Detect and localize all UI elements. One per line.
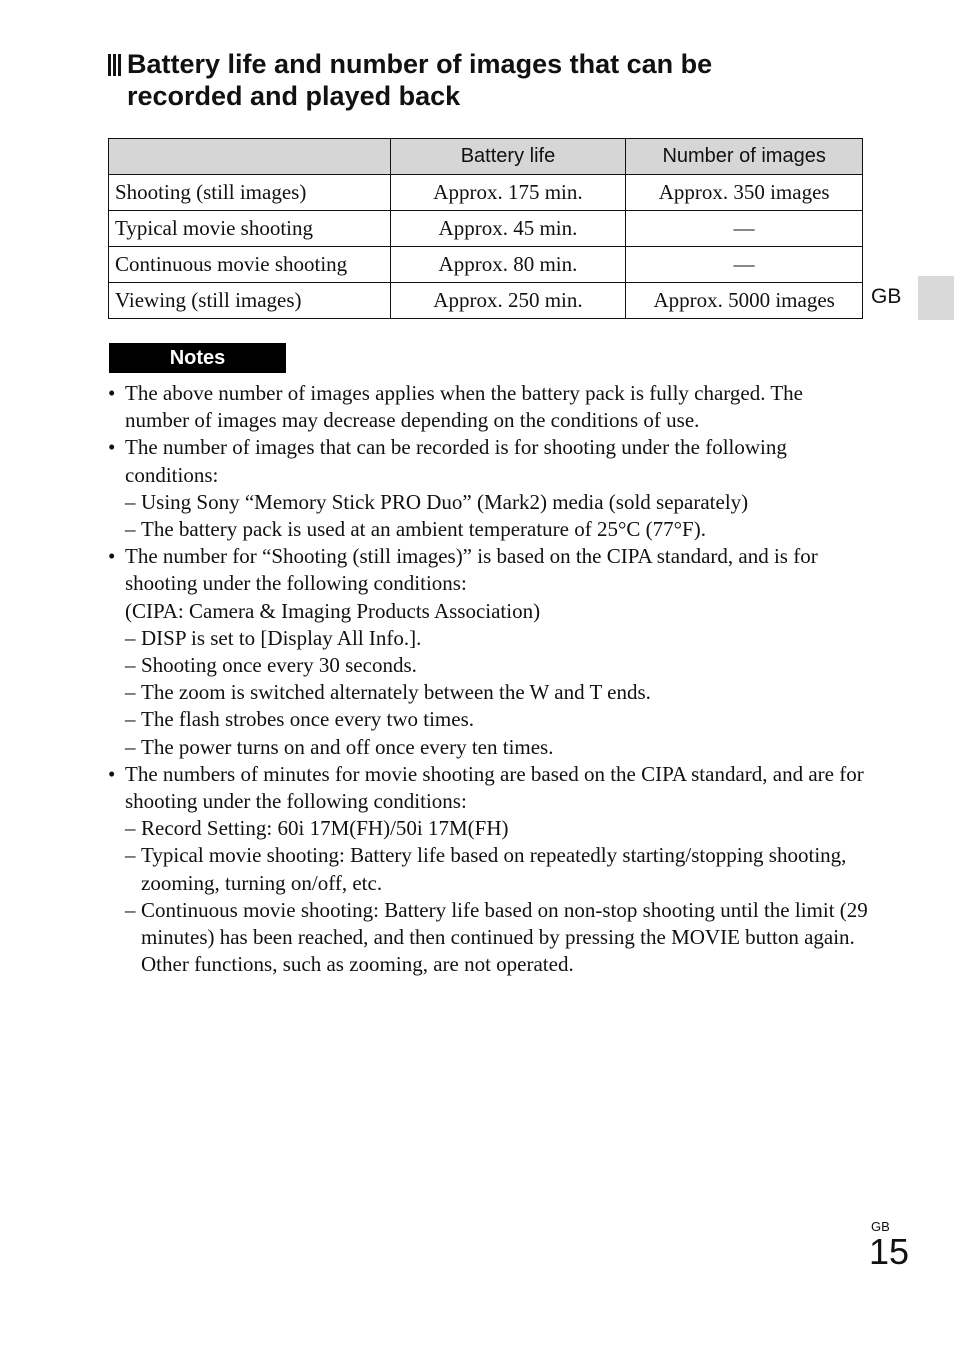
note-text: The number for “Shooting (still images)” is based on the CIPA standard, and is for shooting under the following conditions: bbox=[125, 544, 818, 596]
bullet-icon: • bbox=[108, 761, 116, 786]
note-sub-text: Typical movie shooting: Battery life based on repeatedly starting/stopping shooting, zooming, turning on/off, etc. bbox=[141, 843, 847, 895]
note-sub-item bbox=[125, 489, 868, 516]
table-cell-images: — bbox=[626, 211, 863, 247]
note-text: The number of images that can be recorded is for shooting under the following conditions: bbox=[125, 435, 787, 487]
table-cell-label: Typical movie shooting bbox=[109, 211, 391, 247]
table-cell-battery-life: Approx. 80 min. bbox=[390, 247, 626, 283]
battery-life-table bbox=[108, 138, 863, 319]
table-cell-label: Shooting (still images) bbox=[109, 175, 391, 211]
note-sub-text: The power turns on and off once every ten times. bbox=[141, 734, 554, 759]
note-sub-text: Record Setting: 60i 17M(FH)/50i 17M(FH) bbox=[141, 816, 509, 841]
side-thumb-tab bbox=[918, 276, 954, 320]
table-row bbox=[109, 175, 863, 211]
dash-icon: – bbox=[125, 816, 136, 841]
dash-icon: – bbox=[125, 625, 136, 650]
note-item bbox=[108, 380, 868, 434]
note-sub-item bbox=[125, 652, 868, 679]
note-sub-item bbox=[125, 897, 868, 979]
note-item bbox=[108, 761, 868, 979]
note-sub-item bbox=[125, 815, 868, 842]
table-header-row bbox=[109, 139, 863, 175]
table-cell-battery-life: Approx. 45 min. bbox=[390, 211, 626, 247]
table-cell-images: Approx. 5000 images bbox=[626, 283, 863, 319]
side-language-label: GB bbox=[871, 285, 902, 308]
note-sub-text: The flash strobes once every two times. bbox=[141, 707, 474, 732]
table-header-empty bbox=[109, 139, 391, 175]
section-heading bbox=[108, 48, 868, 112]
dash-icon: – bbox=[125, 680, 136, 705]
table-row bbox=[109, 247, 863, 283]
note-sub-text: Using Sony “Memory Stick PRO Duo” (Mark2) media (sold separately) bbox=[141, 489, 749, 514]
table-row bbox=[109, 211, 863, 247]
table-row bbox=[109, 283, 863, 319]
page-number: 15 bbox=[869, 1231, 910, 1272]
dash-icon: – bbox=[125, 897, 136, 922]
note-extra-text: (CIPA: Camera & Imaging Products Association) bbox=[125, 598, 541, 623]
note-sub-text: The battery pack is used at an ambient temperature of 25°C (77°F). bbox=[141, 517, 706, 542]
table-cell-battery-life: Approx. 250 min. bbox=[390, 283, 626, 319]
note-sub-item bbox=[125, 706, 868, 733]
heading-line-2: recorded and played back bbox=[127, 81, 461, 111]
bullet-icon: • bbox=[108, 381, 116, 405]
table-cell-label: Viewing (still images) bbox=[109, 283, 391, 319]
bullet-icon: • bbox=[108, 435, 116, 460]
note-sub-item bbox=[125, 625, 868, 652]
dash-icon: – bbox=[125, 707, 136, 732]
heading-title bbox=[127, 48, 868, 112]
table-header-battery-life: Battery life bbox=[390, 139, 626, 175]
note-sub-text: Shooting once every 30 seconds. bbox=[141, 653, 417, 678]
note-sub-item bbox=[125, 516, 868, 543]
note-sub-text: DISP is set to [Display All Info.]. bbox=[141, 625, 422, 650]
note-sub-item bbox=[125, 679, 868, 706]
dash-icon: – bbox=[125, 489, 136, 514]
dash-icon: – bbox=[125, 734, 136, 759]
note-sub-text: The zoom is switched alternately between the W and T ends. bbox=[141, 680, 651, 705]
table-header-number-of-images: Number of images bbox=[626, 139, 863, 175]
note-sub-item bbox=[125, 734, 868, 761]
table-cell-images: Approx. 350 images bbox=[626, 175, 863, 211]
bullet-icon: • bbox=[108, 544, 116, 569]
table-cell-battery-life: Approx. 175 min. bbox=[390, 175, 626, 211]
heading-marker-icon bbox=[108, 54, 121, 76]
note-sub-item bbox=[125, 842, 868, 896]
notes-list bbox=[108, 380, 868, 978]
note-sub-text: Continuous movie shooting: Battery life based on non-stop shooting until the limit (29 minutes) has been reached, and then continued by pressing the MOVIE button again. Other functions, such as zooming, are not operated. bbox=[141, 897, 868, 977]
table-cell-images: — bbox=[626, 247, 863, 283]
note-item bbox=[108, 434, 868, 543]
note-text: The above number of images applies when the battery pack is fully charged. The number of images may decrease depending on the conditions of use. bbox=[125, 381, 803, 433]
notes-badge: Notes bbox=[109, 343, 286, 373]
dash-icon: – bbox=[125, 517, 136, 542]
table-cell-label: Continuous movie shooting bbox=[109, 247, 391, 283]
dash-icon: – bbox=[125, 843, 136, 868]
note-text: The numbers of minutes for movie shooting are based on the CIPA standard, and are for shooting under the following conditions: bbox=[125, 761, 864, 814]
page-language-label: GB bbox=[871, 1219, 890, 1234]
heading-line-1: Battery life and number of images that can be bbox=[127, 49, 713, 79]
dash-icon: – bbox=[125, 653, 136, 678]
note-item bbox=[108, 543, 868, 761]
